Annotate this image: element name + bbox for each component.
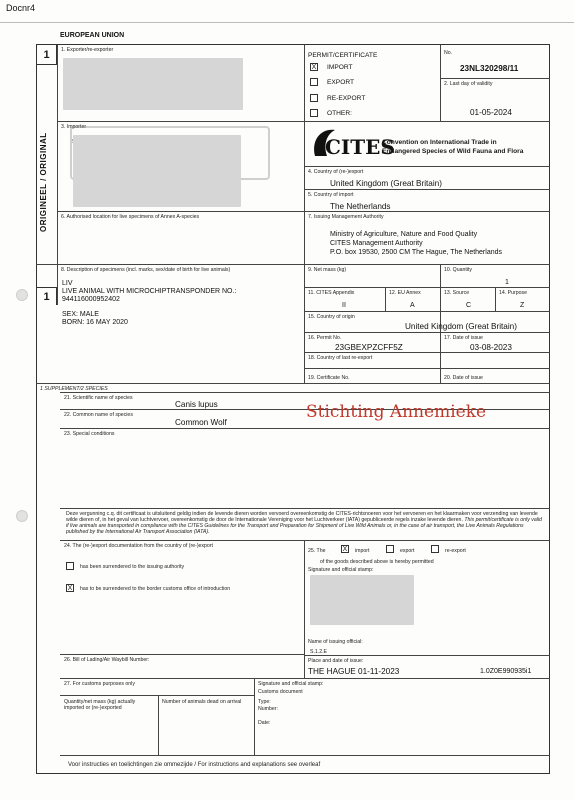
export-option-label: EXPORT xyxy=(327,79,354,86)
field17-label: 17. Date of issue xyxy=(444,335,483,341)
exporter-redaction xyxy=(63,58,243,110)
import-permitted-label: import xyxy=(355,548,370,554)
description-line4: SEX: MALE xyxy=(62,311,99,318)
field21-label: 21. Scientific name of species xyxy=(64,395,133,401)
document-reference: Docnr4 xyxy=(6,3,36,13)
other-checkbox[interactable] xyxy=(310,109,318,117)
surrendered-checkbox[interactable] xyxy=(66,562,74,570)
source-value: C xyxy=(466,302,472,309)
authority-line2: CITES Management Authority xyxy=(330,240,423,247)
customs-date-label: Date: xyxy=(258,720,271,726)
field13-label: 13. Source xyxy=(444,290,470,296)
customs-number-label: Number: xyxy=(258,706,278,712)
field8-label: 8. Description of specimens (incl. marks, sex/date of birth for live animals) xyxy=(61,267,231,273)
importer-label: 3. Importer xyxy=(61,124,87,130)
handwritten-annotation: Stichting Annemieke xyxy=(306,402,487,422)
document-code: 1.0Z0E990935i1 xyxy=(480,668,532,675)
field10-label: 10. Quantity xyxy=(444,267,472,273)
field4-label: 4. Country of (re-)export xyxy=(308,169,364,175)
field5-label: 5. Country of import xyxy=(308,192,354,198)
surrendered-label: has been surrendered to the issuing authority xyxy=(80,564,185,570)
import-option-label: IMPORT xyxy=(327,64,353,71)
customs-document-label: Customs document xyxy=(258,689,303,695)
validity-label: 2. Last day of validity xyxy=(444,81,493,87)
punch-hole xyxy=(16,289,28,301)
field7-label: 7. Issuing Management Authority xyxy=(308,214,384,220)
other-option-label: OTHER: xyxy=(327,110,352,117)
permit-number: 23NL320298/11 xyxy=(460,64,519,73)
field25-label: 25. The xyxy=(308,548,326,554)
date-of-issue: 03-08-2023 xyxy=(470,343,512,352)
validity-date: 01-05-2024 xyxy=(470,108,512,117)
common-name: Common Wolf xyxy=(175,418,227,427)
scan-edge xyxy=(0,22,574,23)
description-line3: 944116000952402 xyxy=(62,296,120,303)
permit-no-label: No. xyxy=(444,50,453,56)
copy-number-top: 1 xyxy=(37,45,57,65)
signature-redaction xyxy=(310,575,414,625)
signature-label: Signature and official stamp: xyxy=(308,567,374,573)
field19-label: 19. Certificate No. xyxy=(308,375,350,381)
field22-label: 22. Common name of species xyxy=(64,412,133,418)
copy-strip-border xyxy=(57,45,58,305)
cites-logo-icon xyxy=(311,126,395,160)
field16-label: 16. Permit No. xyxy=(308,335,342,341)
reexport-permitted-checkbox[interactable] xyxy=(431,545,439,553)
copy-label: ORIGINEEL / ORIGINAL xyxy=(39,132,48,232)
field15-label: 15. Country of origin xyxy=(308,314,355,320)
field24-label: 24. The (re-)export documentation from the country of (re-)export xyxy=(64,543,213,549)
import-checkbox[interactable]: X xyxy=(311,64,317,71)
description-line5: BORN: 16 MAY 2020 xyxy=(62,319,128,326)
authority-line1: Ministry of Agriculture, Nature and Food Quality xyxy=(330,231,478,238)
border-customs-label: has to be surrendered to the border customs office of introduction xyxy=(80,586,231,592)
border-customs-checkbox[interactable]: X xyxy=(67,585,73,592)
exporter-label: 1. Exporter/re-exporter xyxy=(61,47,114,53)
authority-line3: P.O. box 19530, 2500 CM The Hague, The Netherlands xyxy=(330,249,503,256)
customs-type-label: Type: xyxy=(258,699,271,705)
field27-label: 27. For customs purposes only xyxy=(64,681,135,687)
country-of-origin: United Kingdom (Great Britain) xyxy=(405,322,517,331)
scientific-name: Canis lupus xyxy=(175,400,218,409)
reexport-option-label: RE-EXPORT xyxy=(327,95,366,102)
description-line1: LIV xyxy=(62,280,73,287)
appendix-value: II xyxy=(342,302,346,309)
cites-title-line1: Convention on International Trade in xyxy=(382,139,497,146)
issuing-official-code: S.1.2.E xyxy=(310,649,328,655)
specimen-description xyxy=(62,280,236,327)
export-permitted-checkbox[interactable] xyxy=(386,545,394,553)
import-permitted-checkbox[interactable]: X xyxy=(342,546,348,553)
cites-title-line2: Endangered Species of Wild Fauna and Flora xyxy=(382,148,524,155)
field26-label: 26. Bill of Lading/Air Waybill Number: xyxy=(64,657,150,663)
copy-number-bottom: 1 xyxy=(37,287,57,305)
country-of-import: The Netherlands xyxy=(330,202,391,211)
field20-label: 20. Date of issue xyxy=(444,375,483,381)
transport-notice xyxy=(66,511,544,535)
dead-on-arrival-label: Number of animals dead on arrival xyxy=(162,699,242,705)
cites-title xyxy=(382,138,523,156)
issuing-official-label: Name of issuing official: xyxy=(308,639,363,645)
field12-label: 12. EU Annex xyxy=(389,290,421,296)
country-of-export: United Kingdom (Great Britain) xyxy=(330,179,442,188)
permitted-text: of the goods described above is hereby permitted xyxy=(320,559,434,565)
field11-label: 11. CITES Appendix xyxy=(308,290,355,296)
annex-value: A xyxy=(410,302,415,309)
notice-dutch: Deze vergunning c.q. dit certificaat is uitsluitend geldig indien de levende dieren worden vervoerd overeenkomstig de CITES-richtsnoeren voor het vervoeren en het klaarmaken voor verzending van levende wilde dieren of, in het geval van luchtvervoer, overeenkomstig de door de Internationale Vereniging voor het Luchtverkeer (IATA) gepubliceerde regels inzake levende dieren. xyxy=(66,511,538,524)
permit-title: PERMIT/CERTIFICATE xyxy=(308,52,378,59)
footer-instructions: Voor instructies en toelichtingen zie ommezijde / For instructions and explanations see overleaf xyxy=(68,762,321,768)
field14-label: 14. Purpose xyxy=(499,290,527,296)
permit-no-value: 23GBEXPZCFF5Z xyxy=(335,343,403,352)
place-date-value: THE HAGUE 01-11-2023 xyxy=(308,667,400,676)
quantity-value: 1 xyxy=(505,279,509,286)
notice-english: This permit/certificate is only valid if live animals are transported in compliance with the CITES Guidelines for the Transport and Preparation for Shipment of Live Wild Animals or, in the case of air transport, the Live Animals Regulations published by the International Air Transport Association (IATA). xyxy=(66,517,542,536)
field9-label: 9. Net mass (kg) xyxy=(308,267,347,273)
field23-label: 23. Special conditions xyxy=(64,431,115,437)
issuing-authority xyxy=(330,230,502,257)
cites-logo-text: CITES xyxy=(325,135,395,159)
field6-label: 6. Authorised location for live specimens of Annex A-species xyxy=(61,214,200,220)
quantity-imported-label: Quantity/net mass (kg) actually imported or (re-)exported xyxy=(64,699,136,711)
export-checkbox[interactable] xyxy=(310,78,318,86)
place-date-label: Place and date of issue: xyxy=(308,658,364,664)
field18-label: 18. Country of last re-export xyxy=(308,355,373,361)
purpose-value: Z xyxy=(520,302,525,309)
description-line2: LIVE ANIMAL WITH MICROCHIPTRANSPONDER NO.: xyxy=(62,288,237,295)
export-permitted-label: export xyxy=(400,548,415,554)
importer-redaction xyxy=(73,135,241,207)
reexport-permitted-label: re-export xyxy=(445,548,466,554)
reexport-checkbox[interactable] xyxy=(310,94,318,102)
customs-signature-label: Signature and official stamp: xyxy=(258,681,324,687)
punch-hole xyxy=(16,510,28,522)
union-heading: EUROPEAN UNION xyxy=(60,32,125,39)
supplement-label: 1 SUPPLEMENT/2 SPECIES xyxy=(40,386,108,392)
